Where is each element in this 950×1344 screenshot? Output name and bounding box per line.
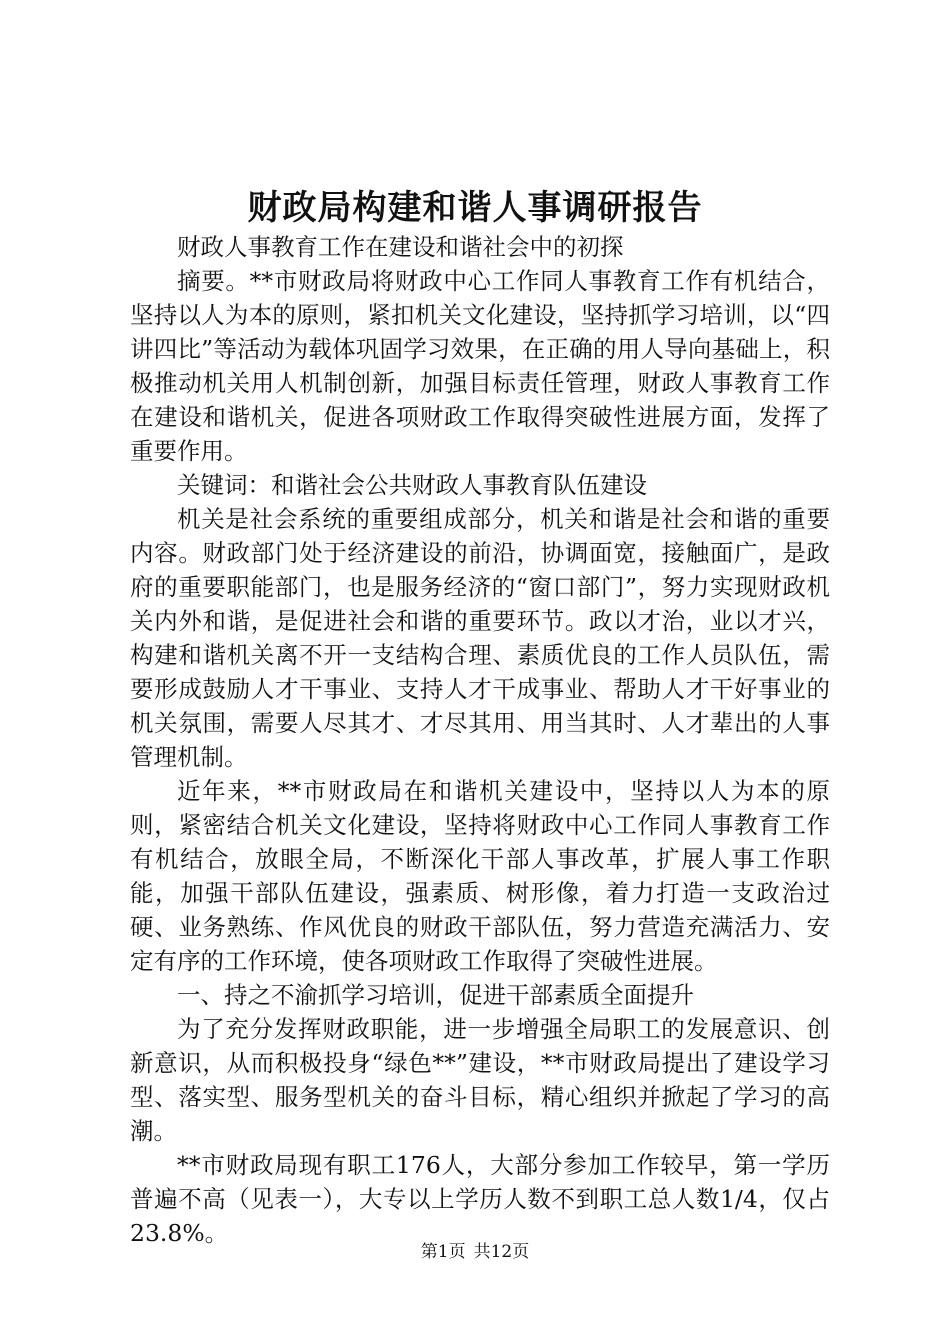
document-body [130,230,830,1250]
body-paragraph: **市财政局现有职工176人，大部分参加工作较早，第一学历普遍不高（见表一），大专以上学历人数不到职工总人数1/4，仅占23.8%。 [130,1151,830,1247]
keywords-paragraph: 关键词：和谐社会公共财政人事教育队伍建设 [177,471,647,499]
page-footer [0,1240,950,1264]
subtitle-paragraph: 财政人事教育工作在建设和谐社会中的初探 [177,233,624,261]
page-total: 共12页 [473,1242,530,1262]
body-paragraph: 近年来，**市财政局在和谐机关建设中，坚持以人为本的原则，紧密结合机关文化建设，坚持将财政中心工作同人事教育工作有机结合，放眼全局，不断深化干部人事改革，扩展人事工作职能，加强干部队伍建设，强素质、树形像，着力打造一支政治过硬、业务熟练、作风优良的财政干部队伍，努力营造充满活力、安定有序的工作环境，使各项财政工作取得了突破性进展。 [130,777,830,975]
document-title: 财政局构建和谐人事调研报告 [247,188,703,228]
section-heading: 一、持之不渝抓学习培训，促进干部素质全面提升 [177,981,694,1009]
body-paragraph: 机关是社会系统的重要组成部分，机关和谐是社会和谐的重要内容。财政部门处于经济建设的前沿，协调面宽，接触面广，是政府的重要职能部门，也是服务经济的“窗口部门”，努力实现财政机关内外和谐，是促进社会和谐的重要环节。政以才治，业以才兴，构建和谐机关离不开一支结构合理、素质优良的工作人员队伍，需要形成鼓励人才干事业、支持人才干成事业、帮助人才干好事业的机关氛围，需要人尽其才、才尽其用、用当其时、人才辈出的人事管理机制。 [130,505,830,771]
body-paragraph: 为了充分发挥财政职能，进一步增强全局职工的发展意识、创新意识，从而积极投身“绿色**”建设，**市财政局提出了建设学习型、落实型、服务型机关的奋斗目标，精心组织并掀起了学习的高潮。 [130,1015,830,1145]
abstract-paragraph: 摘要。**市财政局将财政中心工作同人事教育工作有机结合，坚持以人为本的原则，紧扣机关文化建设，坚持抓学习培训，以“四讲四比”等活动为载体巩固学习效果，在正确的用人导向基础上，积极推动机关用人机制创新，加强目标责任管理，财政人事教育工作在建设和谐机关，促进各项财政工作取得突破性进展方面，发挥了重要作用。 [130,267,830,465]
page-number: 第1页 [420,1242,466,1262]
